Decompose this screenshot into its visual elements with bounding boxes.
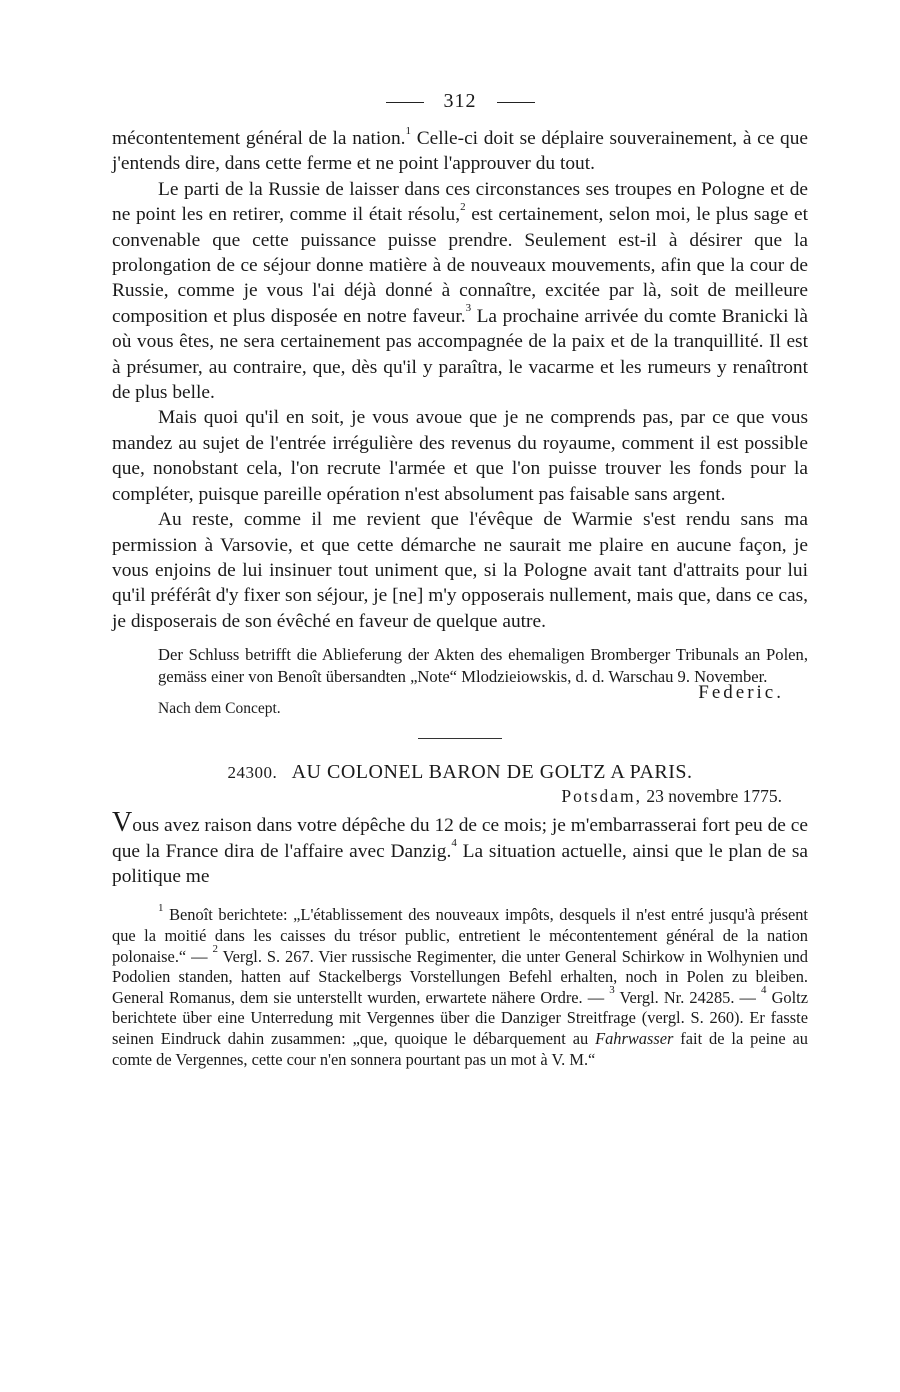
- paragraph-2: [112, 177, 808, 406]
- footnote-ref-3: 3: [465, 302, 472, 315]
- footnote-mark-3: 3: [609, 984, 615, 997]
- footnote-1: Benoît berichtete: „L'établissement des nouveaux impôts, desquels il n'est entré jusqu'à présent que la moitié dans les caisses du trésor public, entretient le mécontentement général de la nation polonaise.“ —: [112, 905, 808, 966]
- letter-heading: [112, 761, 808, 784]
- footnote-mark-1: 1: [158, 901, 164, 914]
- paragraph-4: Au reste, comme il me revient que l'évêque de Warmie s'est rendu sans ma permission à Varsovie, et que cette démarche ne saurait me plaire en aucune façon, je vous enjoins de lui insinuer tout uniment que, si la Pologne avait tant d'attraits pour lui qu'il préférât d'y fixer son séjour, je [ne] m'y opposerais nullement, mais que, dans ce cas, je disposerais de son évêché en faveur de quelque autre.: [112, 509, 808, 632]
- paragraph-2-part-a: Le parti de la Russie de laisser dans ces circonstances ses troupes en Pologne et de ne point les en retirer, comme il était résolu,: [112, 178, 808, 226]
- footnote-2: Vergl. S. 267. Vier russische Regimenter, die unter General Schirkow in Wolhynien und Podolien standen, hatten auf Stackelbergs Vorstellungen Befehl erhalten, noch in Polen zu bleiben. General Romanus, dem sie unterstellt wurden, erwartete nähere Ordre. —: [112, 946, 808, 1007]
- footnote-ref-4: 4: [451, 837, 457, 850]
- letter-number: 24300.: [227, 763, 278, 783]
- section-divider: [418, 738, 502, 739]
- dateline-place: Potsdam,: [561, 786, 643, 807]
- paragraph-1-continuation: Celle-ci doit se déplaire souverainement, à ce que j'entends dire, dans cette ferme et ne point l'approuver du tout.: [112, 128, 808, 175]
- footnote-4-italic: Fahrwasser: [595, 1028, 674, 1048]
- letter-text-1: ous avez raison dans votre dépêche du 12 de ce mois; je m'embarrasserai fort peu de ce que la France dira de l'affaire avec Danzig.: [112, 815, 808, 862]
- summary-text: Der Schluss betrifft die Ablieferung der Akten des ehemaligen Bromberger Tribunals an Polen, gemäss einer von Benoît übersandten „Note“ Mlodzieiowskis, d. d. Warschau 9. November.: [158, 645, 808, 687]
- footnote-4-part-a: Goltz berichtete über eine Unterredung mit Vergennes über die Danziger Streitfrage (vergl. S. 260). Er fasste seinen Eindruck dahin zusammen: „que, quoique le débarquement au: [112, 987, 809, 1048]
- page-number: 312: [443, 90, 477, 112]
- footnotes: [112, 901, 809, 1070]
- paragraph-2-part-c: La prochaine arrivée du comte Branicki là où vous êtes, ne sera certainement pas accompagnée de la paix et de la tranquillité. Il est à présumer, au contraire, que, dès qu'il y paraîtra, le vacarme et les rumeurs y renaîtront de plus belle.: [112, 305, 808, 404]
- dateline: [112, 786, 808, 807]
- footnote-mark-2: 2: [212, 943, 218, 956]
- initial-letter: V: [112, 807, 133, 839]
- dateline-date: 23 novembre 1775.: [646, 786, 782, 807]
- footnote-4-part-b: fait de la peine au comte de Vergennes, cette cour n'en sonnera pourtant pas un mot à V. M.“: [112, 1028, 809, 1069]
- header-dash-right: [497, 102, 535, 103]
- document-page: [112, 86, 808, 1070]
- footnote-mark-4: 4: [761, 984, 767, 997]
- paragraph-1: [112, 126, 808, 177]
- letter-paragraph: [112, 807, 808, 889]
- letter-text-2: La situation actuelle, ainsi que le plan de sa politique me: [112, 840, 808, 887]
- letter-title: AU COLONEL BARON DE GOLTZ A PARIS.: [291, 761, 693, 784]
- footnote-3: Vergl. Nr. 24285. —: [614, 987, 762, 1007]
- source-note: Nach dem Concept.: [158, 700, 281, 718]
- paragraph-1-text: mécontentement général de la nation.: [112, 128, 406, 149]
- page-header: [112, 86, 808, 116]
- signature: Federic.: [698, 682, 784, 704]
- footnote-block: [112, 901, 809, 1070]
- footnote-ref-1: 1: [405, 124, 412, 137]
- paragraph-3: Mais quoi qu'il en soit, je vous avoue que je ne comprends pas, par ce que vous mandez au sujet de l'entrée irrégulière des revenus du royaume, comment il est possible que, nonobstant cela, l'on recrute l'armée et que l'on puisse trouver les fonds pour la compléter, puisque pareille opération n'est absolument pas faisable sans argent.: [112, 407, 808, 505]
- letter-body: [112, 807, 808, 889]
- footnote-ref-2: 2: [460, 200, 466, 213]
- paragraph-2-part-b: est certainement, selon moi, le plus sage et convenable que cette puissance puisse prendre. Seulement est-il à désirer que la prolongation de ce séjour donne matière à de nouveaux mouvements, afin que la cour de Russie, comme je vous l'ai déjà donné à connaître, excitée par là, soit de meilleure composition et plus disposée en notre faveur.: [112, 204, 808, 327]
- signature-row: [112, 682, 808, 732]
- header-dash-left: [386, 102, 424, 103]
- letter-body-continued: [112, 126, 808, 634]
